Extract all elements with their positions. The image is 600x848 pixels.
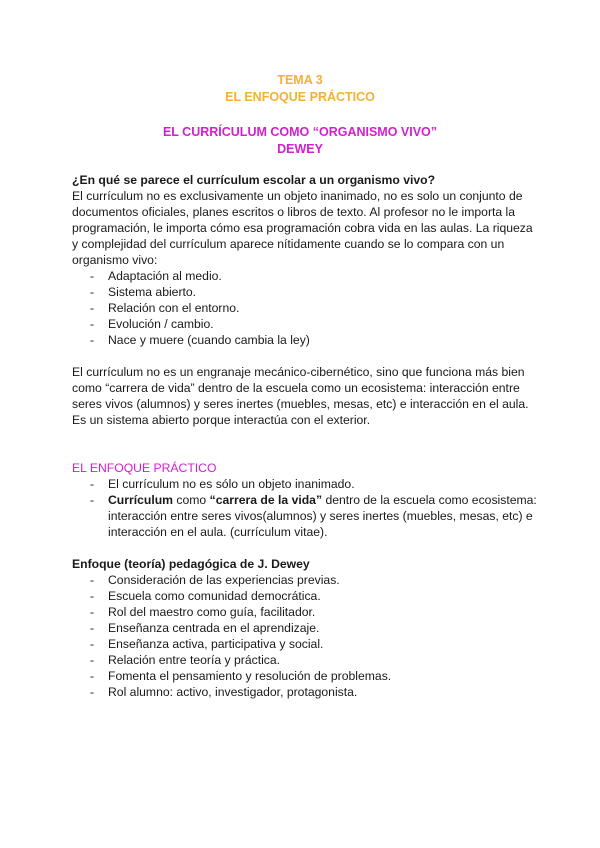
bold-term: “carrera de la vida” [209, 493, 323, 507]
section-label: EL ENFOQUE PRÁCTICO [72, 461, 217, 475]
list-item: - Evolución / cambio. [72, 316, 542, 332]
list-item: - Enseñanza centrada en el aprendizaje. [72, 620, 542, 636]
question-heading: ¿En qué se parece el currículum escolar a un organismo vivo? [72, 173, 436, 187]
text-fragment: como [173, 493, 210, 507]
ecosystem-paragraph: El currículum no es un engranaje mecánico-cibernético, sino que funciona más bien como “carrera de vida” dentro de la escuela como un ecosistema: interacción entre seres vivos (alumnos) y seres inertes (muebles, mesas, etc) e interacción en el aula. Es un sistema abierto porque interactúa con el exterior. [72, 365, 529, 427]
section-enfoque-practico [72, 460, 542, 540]
list-item: - Consideración de las experiencias previas. [72, 572, 542, 588]
section-organismo-vivo [72, 172, 542, 428]
enfoque-list [72, 476, 542, 540]
organismo-list [72, 268, 542, 348]
list-item: - Sistema abierto. [72, 284, 542, 300]
list-item: - El currículum no es sólo un objeto inanimado. [72, 476, 542, 492]
text-fragment: dentro de la escuela como ecosistema: interacción entre seres vivos(alumnos) y seres inertes (muebles, mesas, etc) e interacción en el aula. (currículum vitae). [108, 493, 537, 539]
list-item: - Relación entre teoría y práctica. [72, 652, 542, 668]
dewey-list [72, 572, 542, 700]
dewey-heading: Enfoque (teoría) pedagógica de J. Dewey [72, 557, 310, 571]
author: DEWEY [277, 142, 323, 156]
subtitle-block [0, 124, 600, 158]
intro-paragraph: El currículum no es exclusivamente un objeto inanimado, no es solo un conjunto de documentos oficiales, planes escritos o libros de texto. Al profesor no le importa la programación, le importa cómo esa programación cobra vida en las aulas. La riqueza y complejidad del currículum aparece nítidamente cuando se lo compara con un organismo vivo: [72, 189, 533, 267]
tema-title: TEMA 3 [277, 73, 323, 87]
section-dewey [72, 556, 542, 700]
subtitle: EL CURRÍCULUM COMO “ORGANISMO VIVO” [162, 125, 438, 139]
bold-term: Currículum [108, 493, 174, 507]
title-block [0, 72, 600, 106]
list-item: - Nace y muere (cuando cambia la ley) [72, 332, 542, 348]
list-item: - Adaptación al medio. [72, 268, 542, 284]
enfoque-title: EL ENFOQUE PRÁCTICO [225, 90, 375, 104]
list-item: - Fomenta el pensamiento y resolución de problemas. [72, 668, 542, 684]
list-item: - Relación con el entorno. [72, 300, 542, 316]
list-item: - Enseñanza activa, participativa y social. [72, 636, 542, 652]
list-item [72, 492, 542, 540]
list-item: - Rol alumno: activo, investigador, protagonista. [72, 684, 542, 700]
list-item: - Rol del maestro como guía, facilitador. [72, 604, 542, 620]
list-item: - Escuela como comunidad democrática. [72, 588, 542, 604]
